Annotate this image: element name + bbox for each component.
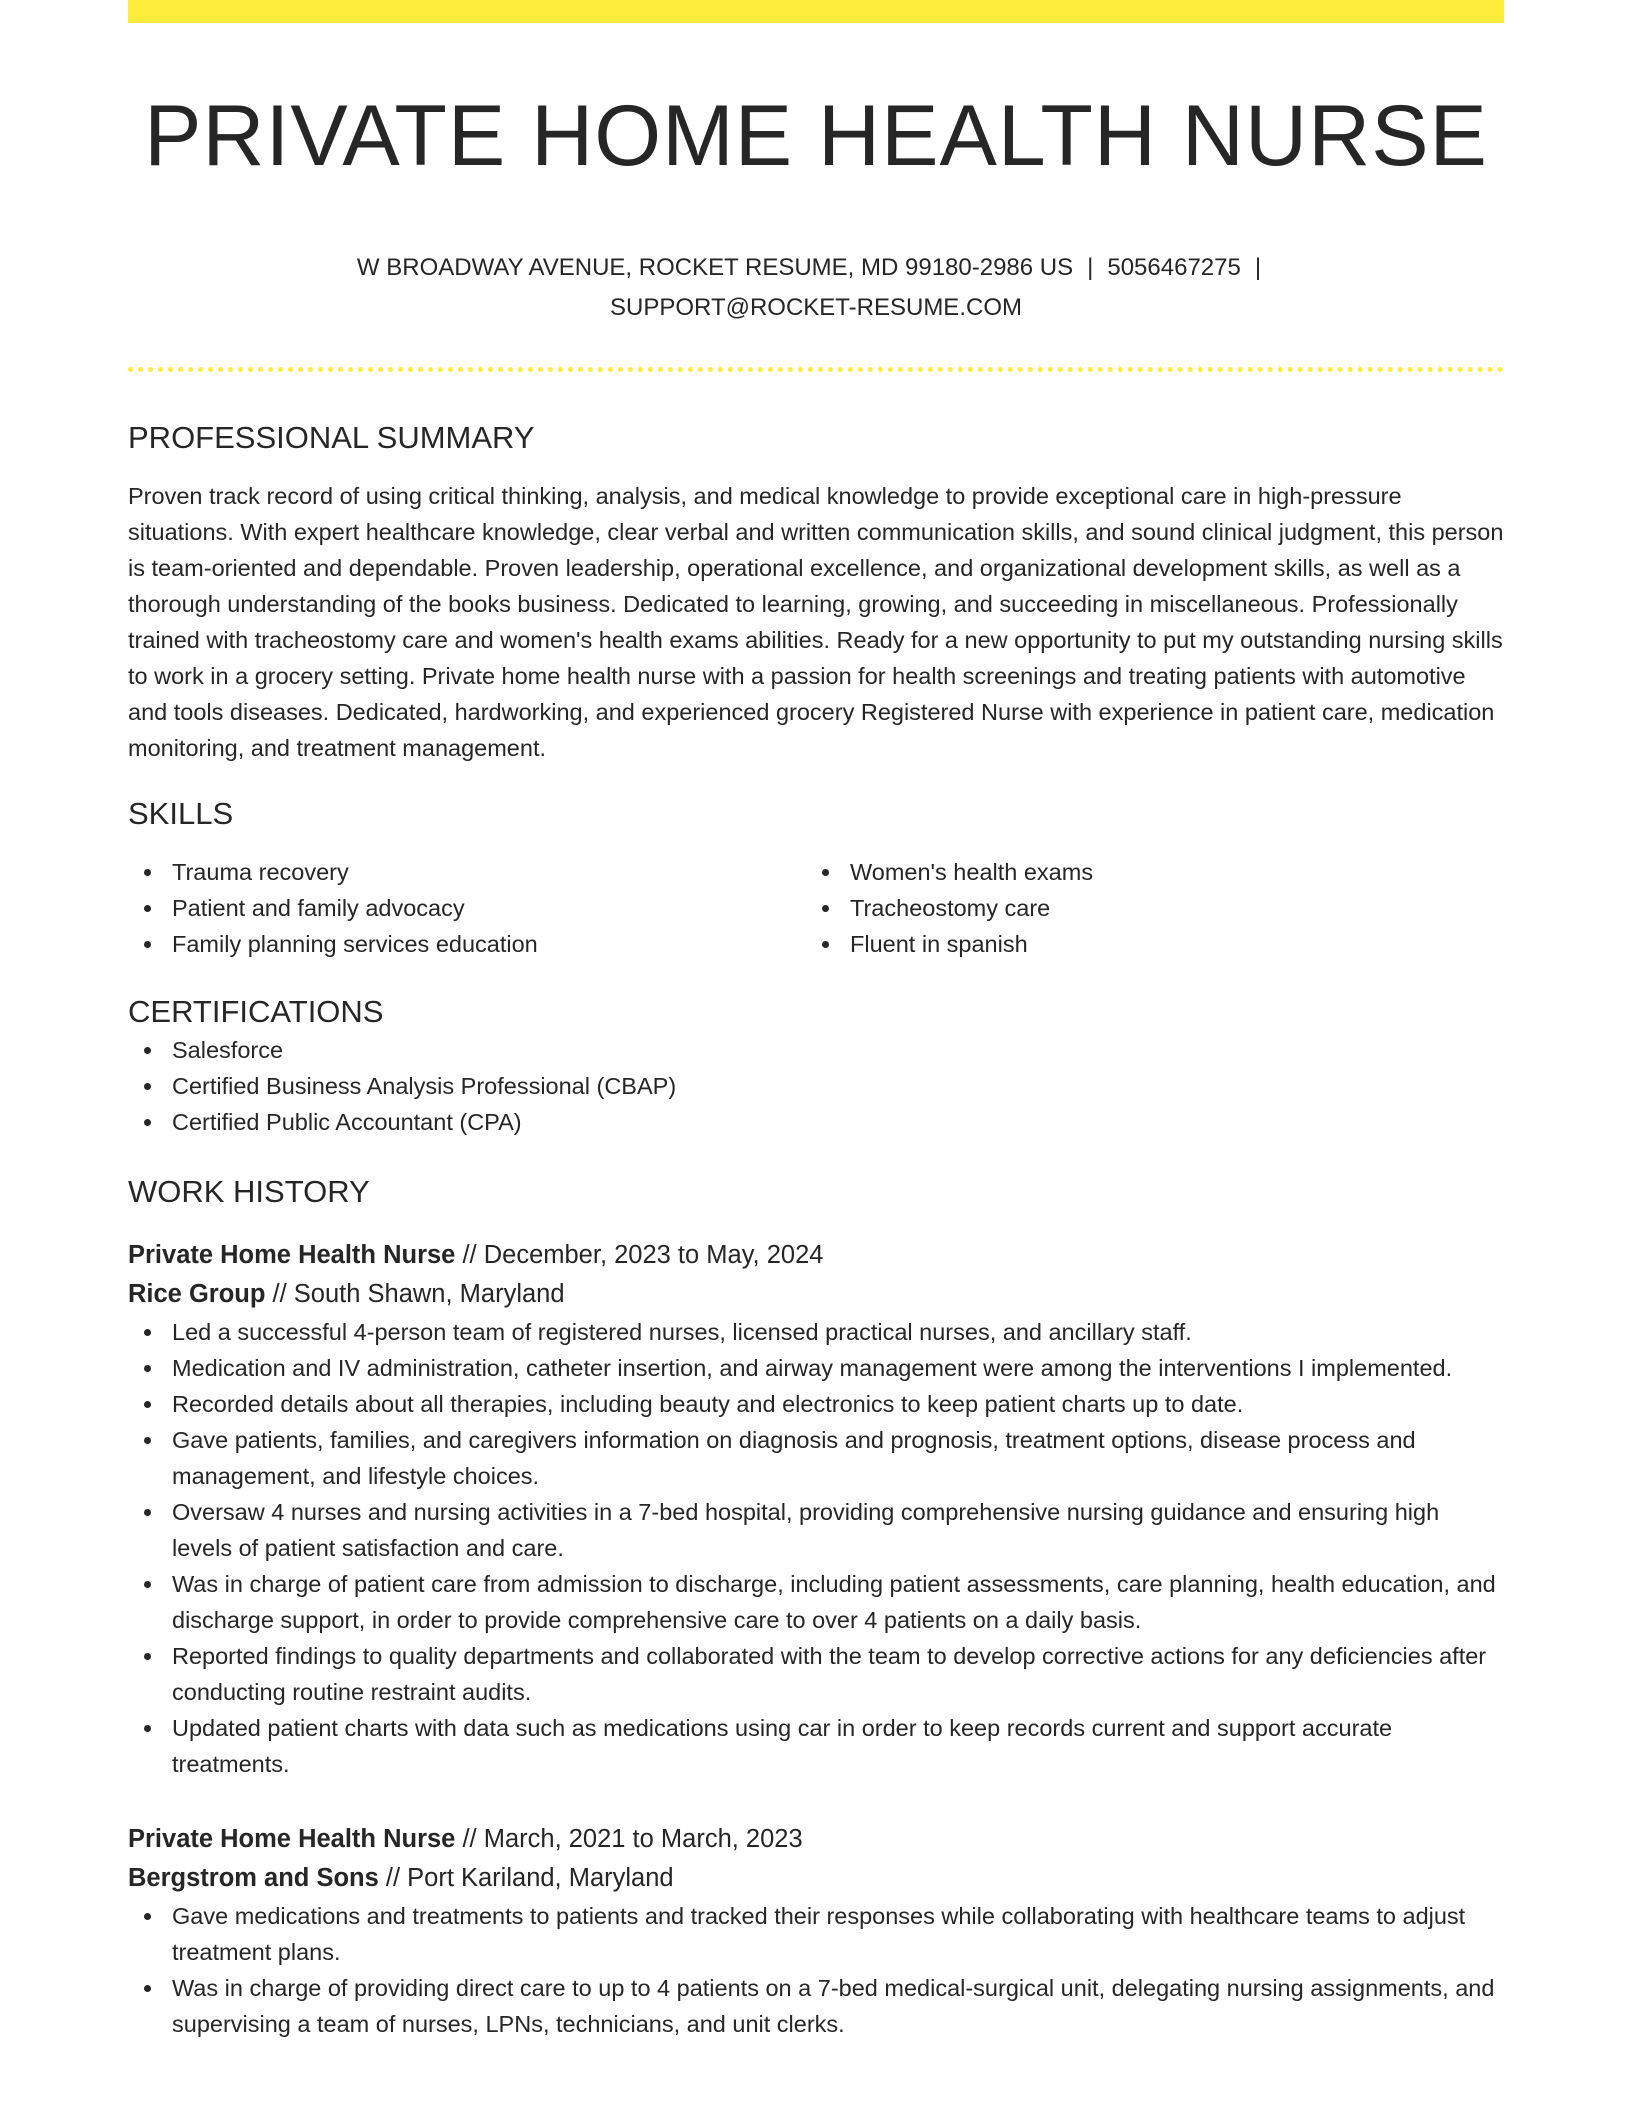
job-duty-text: Updated patient charts with data such as medications using car in order to keep records current and support accurate treatments. <box>172 1714 1393 1777</box>
job-duty-text: Medication and IV administration, catheter insertion, and airway management were among the interventions I implemented. <box>172 1354 1453 1381</box>
bullet-icon <box>144 905 151 912</box>
contact-phone: 5056467275 <box>1107 253 1241 281</box>
job-dates: // March, 2021 to March, 2023 <box>462 1824 803 1853</box>
job-duty <box>128 1710 1504 1782</box>
job-duty-text: Led a successful 4-person team of registered nurses, licensed practical nurses, and ancillary staff. <box>172 1318 1192 1345</box>
job-duties-list <box>128 1898 1504 2042</box>
certification-item <box>128 1104 1504 1140</box>
bullet-icon <box>822 869 829 876</box>
bullet-icon <box>144 1437 151 1444</box>
certification-item <box>128 1032 1504 1068</box>
job-duty-text: Oversaw 4 nurses and nursing activities in a 7-bed hospital, providing comprehensive nursing guidance and ensuring high levels of patient satisfaction and care. <box>172 1498 1440 1561</box>
job-duty-text: Gave patients, families, and caregivers information on diagnosis and prognosis, treatment options, disease process and management, and lifestyle choices. <box>172 1426 1416 1489</box>
bullet-icon <box>144 1119 151 1126</box>
job-duty <box>128 1970 1504 2042</box>
skill-label: Women's health exams <box>850 858 1094 885</box>
work-history-heading: WORK HISTORY <box>128 1173 370 1209</box>
skills-list <box>128 854 1504 962</box>
job-duty-text: Gave medications and treatments to patients and tracked their responses while collaborating with healthcare teams to adjust treatment plans. <box>172 1902 1466 1965</box>
bullet-icon <box>144 1083 151 1090</box>
skills-column-left <box>128 854 806 962</box>
bullet-icon <box>144 1653 151 1660</box>
certification-label: Certified Business Analysis Professional (CBAP) <box>172 1072 677 1099</box>
job-duty <box>128 1898 1504 1970</box>
skill-item <box>806 854 1484 890</box>
bullet-icon <box>822 941 829 948</box>
bullet-icon <box>144 1985 151 1992</box>
bullet-icon <box>144 1509 151 1516</box>
bullet-icon <box>822 905 829 912</box>
job-company-line <box>128 1275 1504 1314</box>
skill-label: Tracheostomy care <box>850 894 1051 921</box>
summary-text: Proven track record of using critical thinking, analysis, and medical knowledge to provide exceptional care in high-pressure situations. With expert healthcare knowledge, clear verbal and written communication skills, and sound clinical judgment, this person is team-oriented and dependable. Proven leadership, operational excellence, and organizational development skills, as well as a thorough understanding of the books business. Dedicated to learning, growing, and succeeding in miscellaneous. Professionally trained with tracheostomy care and women's health exams abilities. Ready for a new opportunity to put my outstanding nursing skills to work in a grocery setting. Private home health nurse with a passion for health screenings and treating patients with automotive and tools diseases. Dedicated, hardworking, and experienced grocery Registered Nurse with experience in patient care, medication monitoring, and treatment management. <box>128 482 1504 761</box>
job-duty-text: Recorded details about all therapies, including beauty and electronics to keep patient charts up to date. <box>172 1390 1244 1417</box>
skill-label: Family planning services education <box>172 930 538 957</box>
contact-email: SUPPORT@ROCKET-RESUME.COM <box>610 293 1022 321</box>
bullet-icon <box>144 1581 151 1588</box>
bullet-icon <box>144 1401 151 1408</box>
job-company: Rice Group <box>128 1279 266 1308</box>
job-duties-list <box>128 1314 1504 1782</box>
bullet-icon <box>144 1913 151 1920</box>
skill-label: Trauma recovery <box>172 858 349 885</box>
job-duty <box>128 1422 1504 1494</box>
skill-label: Fluent in spanish <box>850 930 1028 957</box>
contact-separator: | <box>1087 253 1094 281</box>
job-role: Private Home Health Nurse <box>128 1240 456 1269</box>
bullet-icon <box>144 1725 151 1732</box>
certifications-heading: CERTIFICATIONS <box>128 993 384 1029</box>
job-company: Bergstrom and Sons <box>128 1863 379 1892</box>
dotted-divider <box>128 367 1504 372</box>
job-duty <box>128 1494 1504 1566</box>
job-duty <box>128 1314 1504 1350</box>
contact-info <box>128 248 1504 328</box>
job-location: // South Shawn, Maryland <box>272 1279 565 1308</box>
skills-heading: SKILLS <box>128 795 234 831</box>
skill-item <box>128 926 806 962</box>
certification-item <box>128 1068 1504 1104</box>
job-company-line <box>128 1859 1504 1898</box>
skills-column-right <box>806 854 1484 962</box>
job-entry <box>128 1236 1504 1782</box>
accent-top-bar <box>128 0 1504 23</box>
job-entry <box>128 1820 1504 2042</box>
job-duty <box>128 1350 1504 1386</box>
job-duty <box>128 1386 1504 1422</box>
job-duty-text: Was in charge of patient care from admission to discharge, including patient assessments, care planning, health education, and discharge support, in order to provide comprehensive care to over 4 patients on a daily basis. <box>172 1570 1496 1633</box>
job-role: Private Home Health Nurse <box>128 1824 456 1853</box>
certification-label: Certified Public Accountant (CPA) <box>172 1108 522 1135</box>
skill-item <box>128 890 806 926</box>
job-dates: // December, 2023 to May, 2024 <box>462 1240 824 1269</box>
bullet-icon <box>144 1047 151 1054</box>
job-location: // Port Kariland, Maryland <box>385 1863 674 1892</box>
job-duty <box>128 1638 1504 1710</box>
job-title-line <box>128 1236 1504 1275</box>
contact-separator: | <box>1254 253 1262 281</box>
job-duty-text: Reported findings to quality departments and collaborated with the team to develop corrective actions for any deficiencies after conducting routine restraint audits. <box>172 1642 1487 1705</box>
skill-item <box>806 890 1484 926</box>
resume-name: PRIVATE HOME HEALTH NURSE <box>144 88 1488 184</box>
certifications-list <box>128 1032 1504 1140</box>
job-duty-text: Was in charge of providing direct care to up to 4 patients on a 7-bed medical-surgical unit, delegating nursing assignments, and supervising a team of nurses, LPNs, technicians, and unit clerks. <box>172 1974 1495 2037</box>
skill-item <box>128 854 806 890</box>
contact-line-2 <box>128 288 1504 328</box>
job-duty <box>128 1566 1504 1638</box>
skill-item <box>806 926 1484 962</box>
contact-line-1 <box>128 248 1504 288</box>
resume-page <box>128 0 1504 2042</box>
bullet-icon <box>144 1329 151 1336</box>
certification-label: Salesforce <box>172 1036 284 1063</box>
bullet-icon <box>144 1365 151 1372</box>
skill-label: Patient and family advocacy <box>172 894 465 921</box>
bullet-icon <box>144 941 151 948</box>
bullet-icon <box>144 869 151 876</box>
job-title-line <box>128 1820 1504 1859</box>
summary-heading: PROFESSIONAL SUMMARY <box>128 419 535 455</box>
contact-address: W BROADWAY AVENUE, ROCKET RESUME, MD 99180-2986 US <box>356 253 1074 281</box>
